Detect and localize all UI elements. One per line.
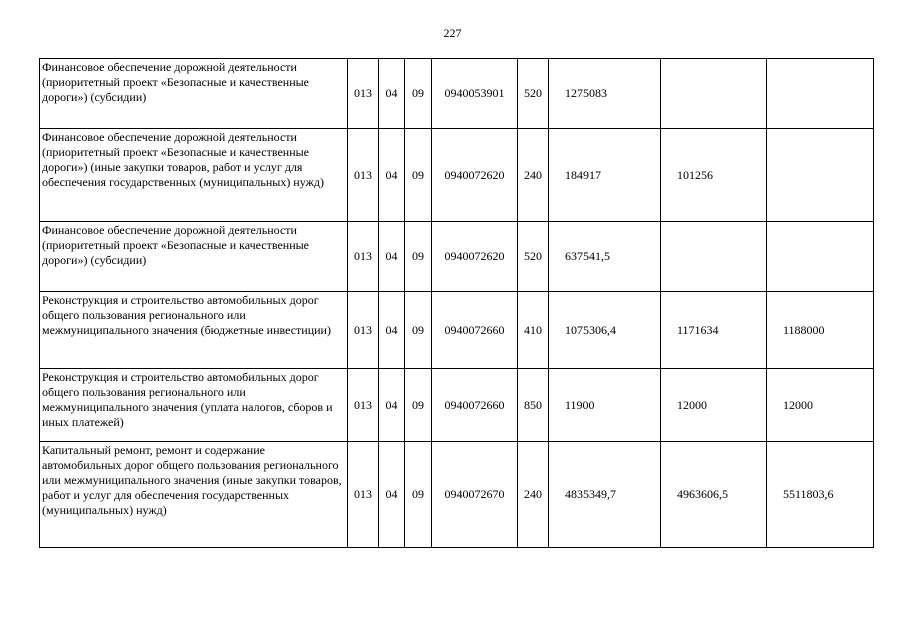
- amount-year-1: 11900: [549, 369, 661, 442]
- amount-year-2: [661, 59, 767, 129]
- expense-type-code: 850: [518, 369, 549, 442]
- amount-year-2: 1171634: [661, 292, 767, 369]
- table-row: [40, 292, 874, 369]
- amount-year-3: 12000: [767, 369, 874, 442]
- target-article-code: 0940072660: [432, 292, 518, 369]
- grbs-code: 013: [348, 129, 379, 222]
- subsection-code: 09: [405, 369, 432, 442]
- row-description: Реконструкция и строительство автомобильных дорог общего пользования регионального или межмуниципального значения (уплата налогов, сборов и иных платежей): [40, 369, 348, 442]
- amount-year-2: 4963606,5: [661, 442, 767, 548]
- table-row: [40, 129, 874, 222]
- subsection-code: 09: [405, 222, 432, 292]
- section-code: 04: [379, 129, 405, 222]
- amount-year-2: [661, 222, 767, 292]
- row-description: Капитальный ремонт, ремонт и содержание автомобильных дорог общего пользования регионального или межмуниципального значения (иные закупки товаров, работ и услуг для обеспечения государственных (муниципальных) нужд): [40, 442, 348, 548]
- row-description: Финансовое обеспечение дорожной деятельности (приоритетный проект «Безопасные и качественные дороги») (субсидии): [40, 222, 348, 292]
- expense-type-code: 240: [518, 129, 549, 222]
- amount-year-2: 101256: [661, 129, 767, 222]
- grbs-code: 013: [348, 222, 379, 292]
- section-code: 04: [379, 292, 405, 369]
- subsection-code: 09: [405, 442, 432, 548]
- amount-year-1: 4835349,7: [549, 442, 661, 548]
- target-article-code: 0940053901: [432, 59, 518, 129]
- row-description: Финансовое обеспечение дорожной деятельности (приоритетный проект «Безопасные и качественные дороги») (субсидии): [40, 59, 348, 129]
- grbs-code: 013: [348, 59, 379, 129]
- section-code: 04: [379, 222, 405, 292]
- amount-year-1: 1075306,4: [549, 292, 661, 369]
- target-article-code: 0940072620: [432, 222, 518, 292]
- budget-table: [39, 58, 874, 548]
- page-number: 227: [443, 26, 462, 40]
- subsection-code: 09: [405, 292, 432, 369]
- section-code: 04: [379, 369, 405, 442]
- amount-year-1: 1275083: [549, 59, 661, 129]
- grbs-code: 013: [348, 292, 379, 369]
- target-article-code: 0940072620: [432, 129, 518, 222]
- grbs-code: 013: [348, 369, 379, 442]
- amount-year-3: [767, 129, 874, 222]
- amount-year-3: 1188000: [767, 292, 874, 369]
- expense-type-code: 410: [518, 292, 549, 369]
- amount-year-1: 637541,5: [549, 222, 661, 292]
- expense-type-code: 520: [518, 222, 549, 292]
- expense-type-code: 520: [518, 59, 549, 129]
- grbs-code: 013: [348, 442, 379, 548]
- row-description: Финансовое обеспечение дорожной деятельности (приоритетный проект «Безопасные и качественные дороги») (иные закупки товаров, работ и услуг для обеспечения государственных (муниципальных) нужд): [40, 129, 348, 222]
- subsection-code: 09: [405, 59, 432, 129]
- target-article-code: 0940072670: [432, 442, 518, 548]
- expense-type-code: 240: [518, 442, 549, 548]
- amount-year-3: [767, 222, 874, 292]
- row-description: Реконструкция и строительство автомобильных дорог общего пользования регионального или межмуниципального значения (бюджетные инвестиции): [40, 292, 348, 369]
- table-row: [40, 369, 874, 442]
- amount-year-3: 5511803,6: [767, 442, 874, 548]
- table-row: [40, 59, 874, 129]
- table-row: [40, 222, 874, 292]
- amount-year-2: 12000: [661, 369, 767, 442]
- section-code: 04: [379, 59, 405, 129]
- section-code: 04: [379, 442, 405, 548]
- amount-year-1: 184917: [549, 129, 661, 222]
- subsection-code: 09: [405, 129, 432, 222]
- amount-year-3: [767, 59, 874, 129]
- table-row: [40, 442, 874, 548]
- target-article-code: 0940072660: [432, 369, 518, 442]
